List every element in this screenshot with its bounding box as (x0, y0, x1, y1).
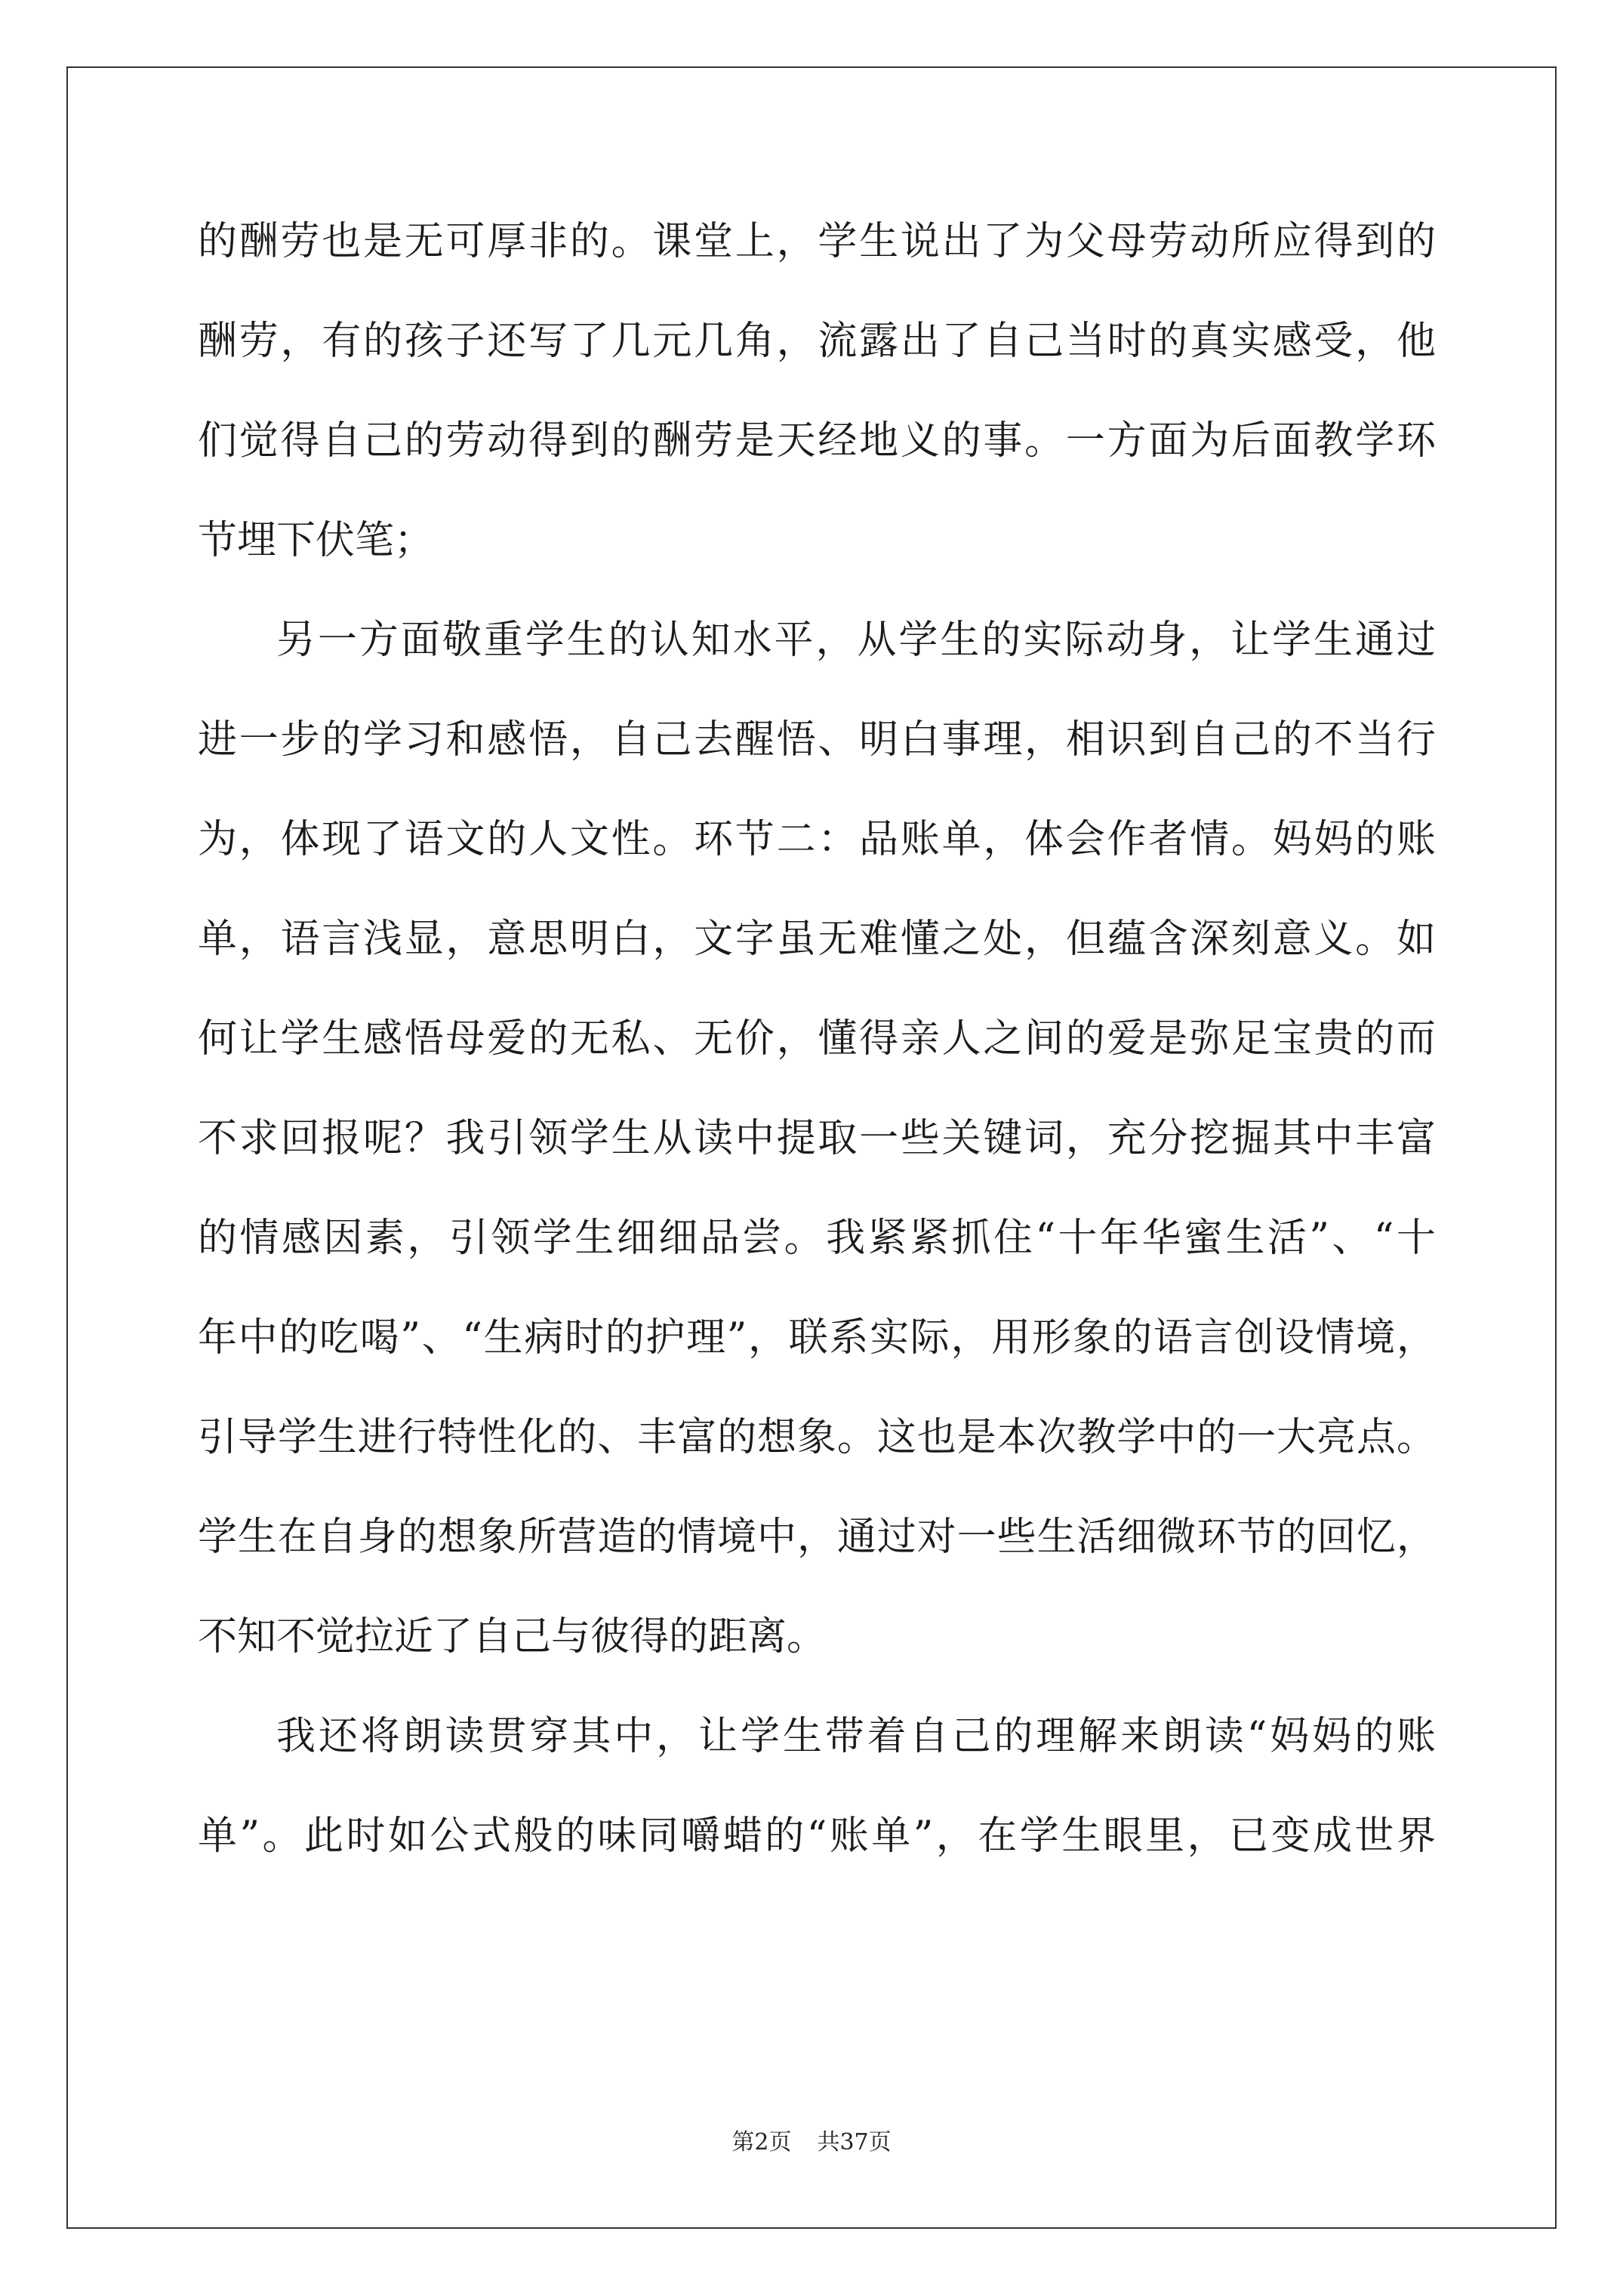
text-line: 的情感因素，引领学生细细品尝。我紧紧抓住“十年华蜜生活”、“十 (198, 1216, 1436, 1261)
text-line: 不知不觉拉近了自己与彼得的距离。 (198, 1614, 827, 1660)
page-total: 共37页 (817, 2129, 892, 2156)
text-line: 另一方面敬重学生的认知水平，从学生的实际动身，让学生通过 (276, 618, 1436, 663)
text-line: 酬劳，有的孩子还写了几元几角，流露出了自己当时的真实感受，他 (198, 319, 1436, 364)
text-line: 的酬劳也是无可厚非的。课堂上，学生说出了为父母劳动所应得到的 (198, 219, 1436, 264)
text-line: 年中的吃喝”、“生病时的护理”，联系实际，用形象的语言创设情境， (198, 1315, 1436, 1361)
text-line: 们觉得自己的劳动得到的酬劳是天经地义的事。一方面为后面教学环 (198, 418, 1436, 464)
text-line: 学生在自身的想象所营造的情境中，通过对一些生活细微环节的回忆， (198, 1515, 1436, 1560)
text-line: 引导学生进行特性化的、丰富的想象。这也是本次教学中的一大亮点。 (198, 1415, 1436, 1460)
document-body (198, 211, 1436, 1906)
text-line: 不求回报呢？我引领学生从读中提取一些关键词，充分挖掘其中丰富 (198, 1116, 1436, 1161)
text-line: 单，语言浅显，意思明白，文字虽无难懂之处，但蕴含深刻意义。如 (198, 917, 1436, 962)
text-line: 何让学生感悟母爱的无私、无价，懂得亲人之间的爱是弥足宝贵的而 (198, 1016, 1436, 1062)
text-line: 单”。此时如公式般的味同嚼蜡的“账单”，在学生眼里，已变成世界 (198, 1814, 1436, 1859)
page-footer (0, 2123, 1623, 2156)
text-line: 我还将朗读贯穿其中，让学生带着自己的理解来朗读“妈妈的账 (276, 1714, 1436, 1759)
page-number: 第2页 (731, 2129, 792, 2156)
text-line: 节埋下伏笔； (198, 518, 434, 563)
text-line: 为，体现了语文的人文性。环节二：品账单，体会作者情。妈妈的账 (198, 817, 1436, 862)
text-line: 进一步的学习和感悟，自己去醒悟、明白事理，相识到自己的不当行 (198, 717, 1436, 763)
